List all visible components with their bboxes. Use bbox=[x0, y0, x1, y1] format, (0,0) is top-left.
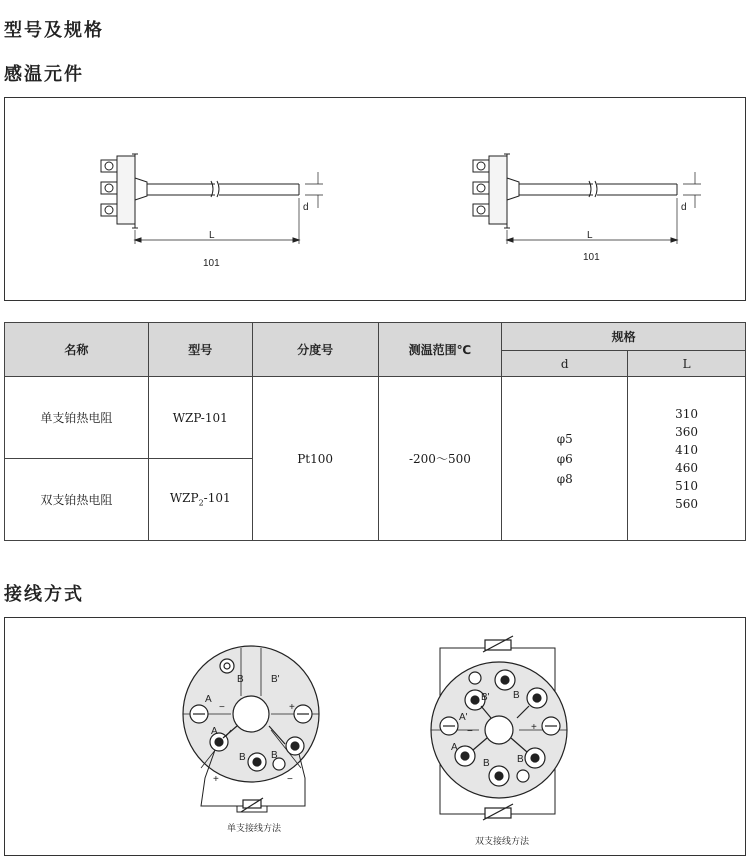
double-label-b-lower-2: B bbox=[517, 754, 524, 765]
diameter-label-2: d bbox=[681, 202, 687, 213]
row-2-name: 双支铂热电阻 bbox=[5, 459, 149, 541]
header-spec: 规格 bbox=[502, 323, 746, 351]
double-label-a: A bbox=[451, 742, 458, 753]
single-label-a-lower: A bbox=[211, 726, 218, 737]
double-label-minus: − bbox=[467, 726, 473, 737]
section-title-wiring: 接线方式 bbox=[4, 584, 84, 605]
single-wiring-caption: 单支接线方法 bbox=[227, 824, 282, 834]
double-label-b-lower: B bbox=[483, 758, 490, 769]
wiring-diagrams bbox=[5, 618, 745, 855]
single-label-plus-lower: + bbox=[213, 774, 219, 785]
double-label-b-prime: B' bbox=[481, 692, 490, 703]
row-2-model-prefix: WZP bbox=[169, 491, 199, 506]
section-title-sensor: 感温元件 bbox=[4, 64, 84, 85]
L-values bbox=[628, 377, 746, 541]
header-range: 测温范围℃ bbox=[378, 323, 502, 377]
double-label-b: B bbox=[513, 690, 520, 701]
single-label-plus: + bbox=[289, 702, 295, 713]
graduation-value: Pt100 bbox=[252, 377, 378, 541]
double-wiring-diagram bbox=[431, 636, 567, 820]
single-label-b-lower-2: B bbox=[271, 750, 278, 761]
header-d: d bbox=[502, 351, 628, 377]
L-value: 560 bbox=[675, 496, 699, 511]
row-1-name: 单支铂热电阻 bbox=[5, 377, 149, 459]
sensor-drawing-panel bbox=[4, 97, 746, 301]
spec-table bbox=[4, 322, 746, 541]
L-value: 410 bbox=[675, 442, 699, 457]
header-model: 型号 bbox=[148, 323, 252, 377]
L-value: 510 bbox=[675, 478, 699, 493]
L-value: 460 bbox=[675, 460, 699, 475]
double-label-a-prime: A' bbox=[459, 712, 468, 723]
double-wiring-caption: 双支接线方法 bbox=[475, 837, 530, 847]
single-label-minus-lower: − bbox=[287, 774, 293, 785]
row-2-model-sub: 2 bbox=[198, 498, 204, 508]
header-L: L bbox=[628, 351, 746, 377]
d-value: φ6 bbox=[556, 451, 573, 466]
d-value: φ5 bbox=[556, 431, 573, 446]
L-value: 360 bbox=[675, 424, 699, 439]
row-1-model: WZP-101 bbox=[148, 377, 252, 459]
diameter-label-1: d bbox=[303, 202, 309, 213]
row-2-model bbox=[148, 459, 252, 541]
single-label-b: B bbox=[237, 674, 244, 685]
header-name: 名称 bbox=[5, 323, 149, 377]
single-wiring-diagram bbox=[183, 646, 319, 812]
d-value: φ8 bbox=[556, 471, 573, 486]
range-value: -200～500 bbox=[378, 377, 502, 541]
section-title-model-spec: 型号及规格 bbox=[4, 20, 104, 41]
single-label-a: A bbox=[205, 694, 212, 705]
wiring-diagram-panel bbox=[4, 617, 746, 856]
single-label-b-prime: B' bbox=[271, 674, 280, 685]
double-label-plus: + bbox=[531, 722, 537, 733]
d-values bbox=[502, 377, 628, 541]
length-label-1: L bbox=[209, 230, 215, 241]
length-label-2: L bbox=[587, 230, 593, 241]
model-label-1: 101 bbox=[203, 258, 220, 269]
model-label-2: 101 bbox=[583, 252, 600, 263]
L-value: 310 bbox=[675, 406, 699, 421]
sensor-drawings bbox=[5, 98, 745, 300]
single-label-minus: − bbox=[219, 702, 225, 713]
header-graduation: 分度号 bbox=[252, 323, 378, 377]
row-2-model-suffix: -101 bbox=[203, 491, 231, 506]
single-label-b-lower: B bbox=[239, 752, 246, 763]
